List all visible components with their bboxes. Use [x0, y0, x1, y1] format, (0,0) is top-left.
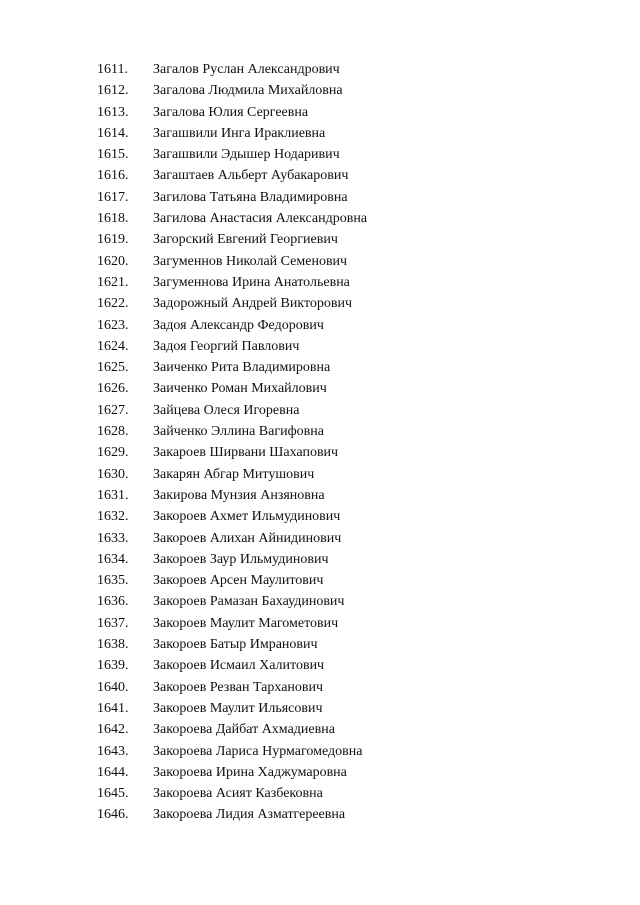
list-item [0, 315, 640, 336]
entry-number: 1627. [97, 402, 129, 418]
entry-number: 1641. [97, 700, 129, 716]
entry-name: Закирова Мунзия Анзяновна [153, 487, 325, 503]
list-item [0, 80, 640, 101]
list-item [0, 400, 640, 421]
entry-name: Заиченко Роман Михайлович [153, 381, 327, 397]
entry-number: 1619. [97, 232, 129, 248]
list-item [0, 187, 640, 208]
entry-number: 1634. [97, 551, 129, 567]
entry-name: Загорский Евгений Георгиевич [153, 232, 338, 248]
entry-name: Закороева Лидия Азматгереевна [153, 807, 346, 823]
entry-name: Загалов Руслан Александрович [153, 62, 340, 77]
entry-number: 1611. [97, 62, 128, 77]
entry-name: Задорожный Андрей Викторович [153, 296, 353, 312]
entry-name: Загаштаев Альберт Аубакарович [153, 168, 349, 184]
entry-number: 1644. [97, 764, 129, 780]
list-item [0, 634, 640, 655]
entry-name: Загалова Людмила Михайловна [153, 83, 343, 99]
list-item [0, 698, 640, 719]
entry-name: Загуменнов Николай Семенович [153, 253, 348, 269]
list-item [0, 570, 640, 591]
entry-name: Задоя Александр Федорович [153, 317, 324, 333]
list-item [0, 677, 640, 698]
entry-number: 1638. [97, 637, 129, 653]
entry-number: 1643. [97, 743, 129, 759]
entry-number: 1628. [97, 424, 129, 440]
entry-name: Закарян Абгар Митушович [153, 466, 315, 482]
entry-name: Задоя Георгий Павлович [153, 338, 300, 354]
name-list [0, 59, 640, 826]
entry-name: Закороева Ирина Хаджумаровна [153, 764, 347, 780]
entry-name: Закороев Маулит Магометович [153, 615, 339, 631]
entry-name: Закороева Асият Казбековна [153, 786, 323, 802]
entry-number: 1629. [97, 445, 129, 461]
entry-name: Закороев Исмаил Халитович [153, 658, 325, 674]
entry-number: 1613. [97, 104, 129, 120]
entry-name: Зайченко Эллина Вагифовна [153, 424, 324, 440]
entry-number: 1645. [97, 786, 129, 802]
entry-number: 1630. [97, 466, 129, 482]
list-item [0, 613, 640, 634]
entry-number: 1626. [97, 381, 129, 397]
entry-name: Закороев Маулит Ильясович [153, 700, 323, 716]
list-item [0, 336, 640, 357]
entry-name: Закороев Заур Ильмудинович [153, 551, 329, 567]
entry-name: Закароев Ширвани Шахапович [153, 445, 339, 461]
entry-number: 1646. [97, 807, 129, 823]
entry-name: Загашвили Эдышер Нодаривич [153, 147, 340, 163]
list-item [0, 357, 640, 378]
list-item [0, 421, 640, 442]
list-item [0, 59, 640, 80]
entry-number: 1625. [97, 360, 129, 376]
entry-name: Закороев Ахмет Ильмудинович [153, 509, 341, 525]
list-item [0, 144, 640, 165]
list-item [0, 102, 640, 123]
entry-number: 1633. [97, 530, 129, 546]
list-item [0, 741, 640, 762]
list-item [0, 165, 640, 186]
entry-number: 1612. [97, 83, 129, 99]
list-item [0, 506, 640, 527]
list-item [0, 549, 640, 570]
entry-number: 1623. [97, 317, 129, 333]
entry-number: 1642. [97, 722, 129, 738]
list-item [0, 272, 640, 293]
entry-number: 1621. [97, 274, 129, 290]
list-item [0, 464, 640, 485]
entry-number: 1635. [97, 573, 129, 589]
entry-name: Заиченко Рита Владимировна [153, 360, 331, 376]
entry-name: Закороев Рамазан Бахаудинович [153, 594, 345, 610]
entry-number: 1616. [97, 168, 129, 184]
entry-name: Закороева Дайбат Ахмадиевна [153, 722, 335, 738]
list-item [0, 783, 640, 804]
entry-number: 1617. [97, 189, 129, 205]
entry-number: 1631. [97, 487, 129, 503]
list-item [0, 719, 640, 740]
list-item [0, 528, 640, 549]
entry-number: 1632. [97, 509, 129, 525]
list-item [0, 123, 640, 144]
entry-number: 1637. [97, 615, 129, 631]
entry-name: Закороев Арсен Маулитович [153, 573, 324, 589]
entry-name: Загуменнова Ирина Анатольевна [153, 274, 350, 290]
entry-name: Закороев Резван Тарханович [153, 679, 324, 695]
entry-number: 1636. [97, 594, 129, 610]
list-item [0, 229, 640, 250]
entry-name: Зайцева Олеся Игоревна [153, 402, 300, 418]
entry-name: Закороева Лариса Нурмагомедовна [153, 743, 363, 759]
entry-name: Закороев Алихан Айнидинович [153, 530, 342, 546]
entry-name: Загилова Анастасия Александровна [153, 211, 368, 227]
entry-number: 1614. [97, 125, 129, 141]
entry-number: 1639. [97, 658, 129, 674]
list-item [0, 762, 640, 783]
entry-number: 1640. [97, 679, 129, 695]
list-item [0, 251, 640, 272]
entry-name: Закороев Батыр Имранович [153, 637, 318, 653]
list-item [0, 591, 640, 612]
entry-name: Загашвили Инга Ираклиевна [153, 125, 326, 141]
entry-number: 1620. [97, 253, 129, 269]
entry-number: 1624. [97, 338, 129, 354]
entry-number: 1622. [97, 296, 129, 312]
list-item [0, 655, 640, 676]
entry-name: Загилова Татьяна Владимировна [153, 189, 348, 205]
entry-name: Загалова Юлия Сергеевна [153, 104, 309, 120]
list-item [0, 378, 640, 399]
list-item [0, 485, 640, 506]
list-item [0, 804, 640, 825]
entry-number: 1618. [97, 211, 129, 227]
list-item [0, 442, 640, 463]
entry-number: 1615. [97, 147, 129, 163]
list-item [0, 208, 640, 229]
list-item [0, 293, 640, 314]
